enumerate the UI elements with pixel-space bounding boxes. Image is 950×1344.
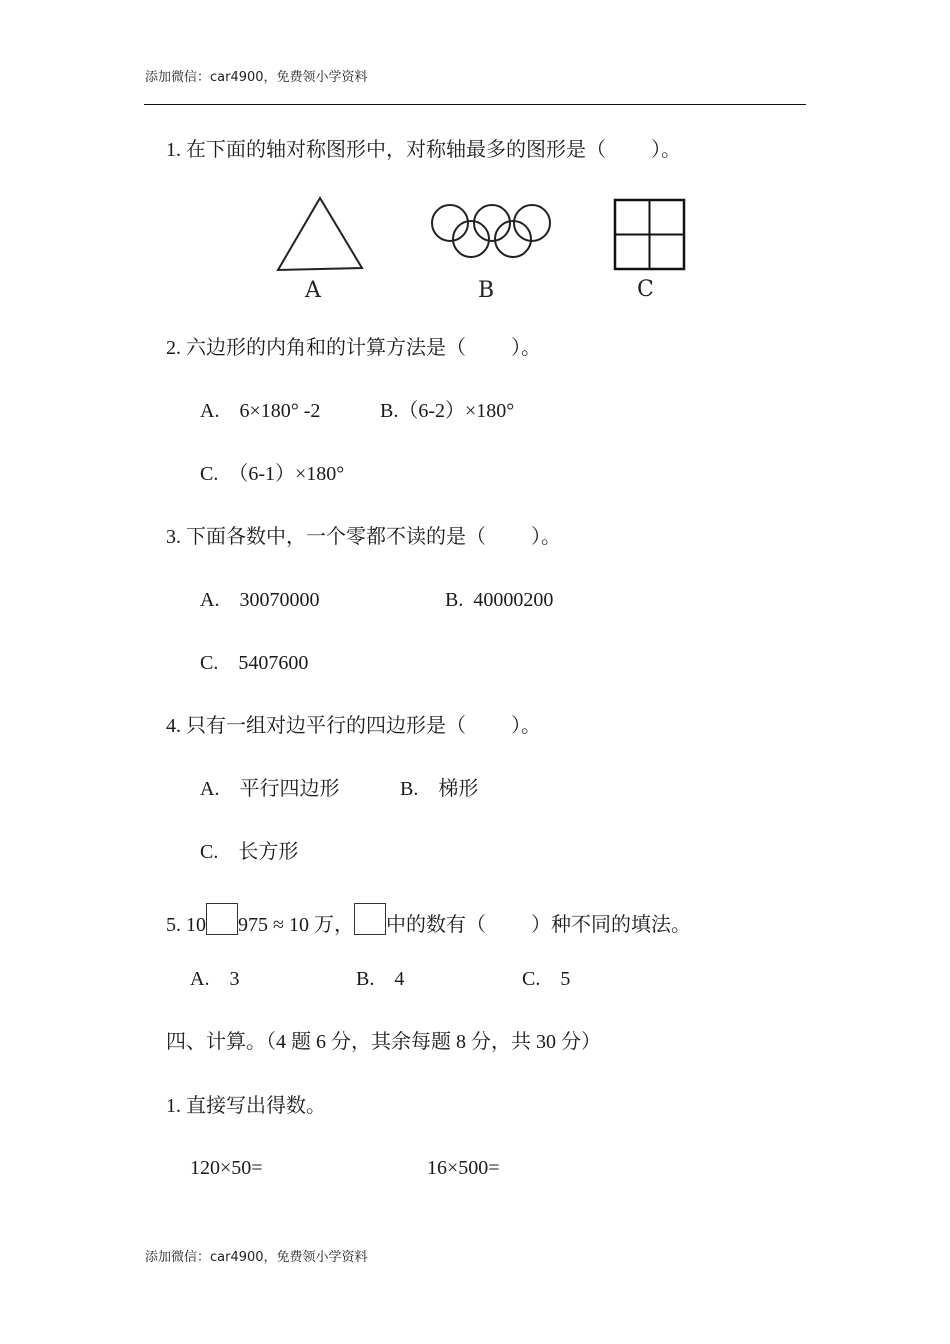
q4-option-b: B. 梯形 — [400, 778, 479, 800]
blank-box-2 — [354, 903, 386, 935]
calc-expression-1: 120×50= — [190, 1157, 263, 1179]
question-5 — [166, 903, 691, 938]
q4-option-a: A. 平行四边形 — [200, 778, 340, 800]
blank-box-1 — [206, 903, 238, 935]
q3-option-a: A. 30070000 — [200, 589, 320, 611]
q3-option-c: C. 5407600 — [200, 652, 309, 674]
q2-option-c: C. （6-1）×180° — [200, 463, 345, 485]
question-2: 2. 六边形的内角和的计算方法是（ ）。 — [166, 337, 541, 359]
figure-grid-square — [610, 196, 695, 306]
page-footer: 添加微信：car4900，免费领小学资料 — [145, 1250, 368, 1265]
label-a: A — [305, 278, 321, 303]
q5-option-c: C. 5 — [522, 968, 571, 990]
question-1: 1. 在下面的轴对称图形中，对称轴最多的图形是（ ）。 — [166, 139, 681, 161]
calc-question-1: 1. 直接写出得数。 — [166, 1095, 326, 1117]
q5-option-b: B. 4 — [356, 968, 405, 990]
label-b: B — [478, 278, 495, 303]
q5-text-part1: 5. 10 — [166, 914, 206, 936]
page-header: 添加微信：car4900，免费领小学资料 — [145, 70, 368, 85]
q5-option-a: A. 3 — [190, 968, 240, 990]
q3-option-b: B. 40000200 — [445, 589, 554, 611]
figure-olympic-rings — [425, 195, 560, 305]
q5-text-part2: 975 ≈ 10 万， — [238, 914, 354, 936]
q4-option-c: C. 长方形 — [200, 841, 299, 863]
section-4-title: 四、计算。（4 题 6 分，其余每题 8 分，共 30 分） — [166, 1031, 601, 1053]
figure-triangle — [270, 190, 370, 305]
question-4: 4. 只有一组对边平行的四边形是（ ）。 — [166, 715, 541, 737]
q2-option-a: A. 6×180° -2 — [200, 400, 321, 422]
question-3: 3. 下面各数中，一个零都不读的是（ ）。 — [166, 526, 561, 548]
triangle-shape — [278, 198, 362, 270]
calc-expression-2: 16×500= — [427, 1157, 500, 1179]
header-rule — [144, 104, 806, 105]
q5-text-part3: 中的数有（ ）种不同的填法。 — [385, 914, 691, 936]
label-c: C — [637, 277, 654, 302]
q2-option-b: B.（6-2）×180° — [380, 400, 515, 422]
